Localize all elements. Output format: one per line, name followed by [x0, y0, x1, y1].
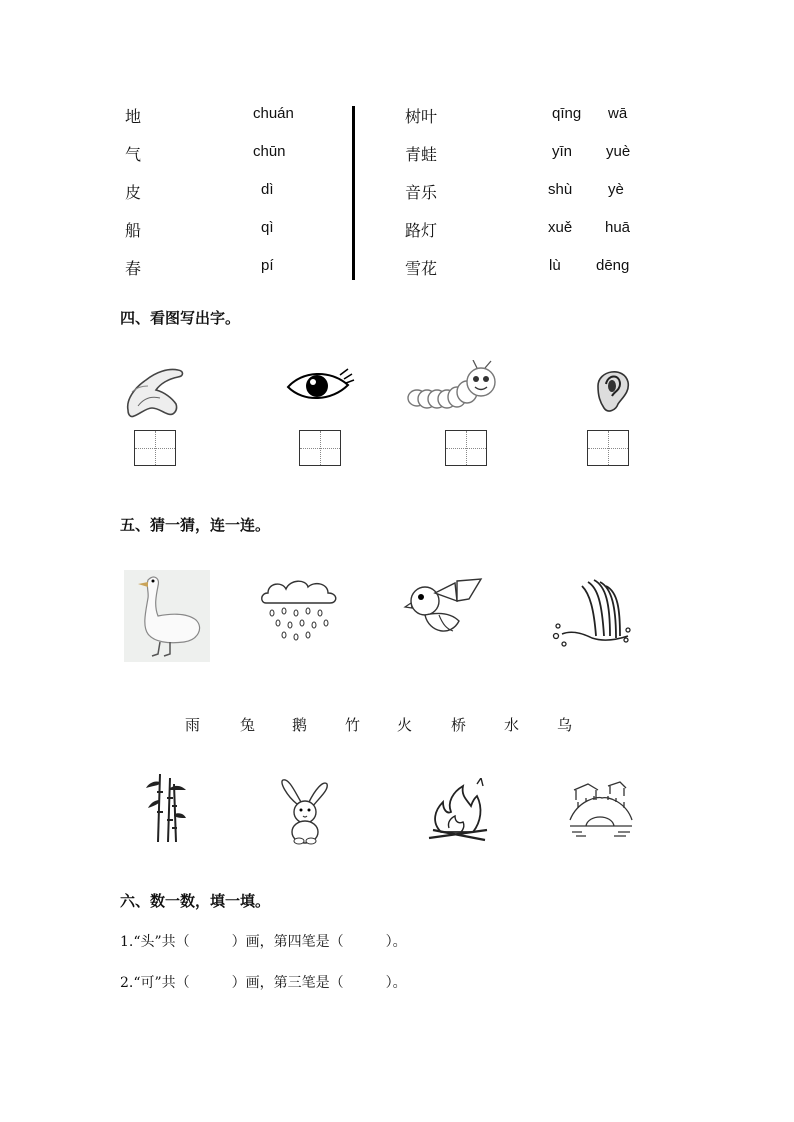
- goose-picture: [124, 570, 210, 662]
- writing-box[interactable]: [134, 430, 176, 466]
- match-pinyin[interactable]: shù: [548, 181, 573, 198]
- bird-picture: [403, 575, 487, 641]
- match-pinyin[interactable]: wā: [608, 105, 628, 122]
- bridge-picture: [568, 780, 634, 840]
- option-char[interactable]: 竹: [345, 716, 361, 734]
- fire-picture: [425, 778, 491, 842]
- match-char[interactable]: 地: [125, 107, 142, 126]
- match-pinyin[interactable]: yīn: [552, 143, 573, 160]
- match-char[interactable]: 春: [125, 259, 142, 278]
- match-word[interactable]: 青蛙: [405, 145, 438, 164]
- match-word[interactable]: 路灯: [405, 221, 438, 240]
- option-char[interactable]: 鹅: [292, 716, 308, 734]
- eye-picture: [284, 365, 356, 407]
- match-pinyin[interactable]: dēng: [596, 257, 630, 274]
- match-pinyin[interactable]: chuán: [253, 105, 294, 122]
- caterpillar-picture: [405, 360, 503, 412]
- bamboo-picture: [144, 770, 188, 844]
- match-pinyin[interactable]: lù: [549, 257, 561, 274]
- section-4-title: 四、看图写出字。: [120, 309, 241, 327]
- match-pinyin[interactable]: qīng: [552, 105, 582, 122]
- writing-box[interactable]: [299, 430, 341, 466]
- rain-cloud-picture: [258, 575, 340, 641]
- match-word[interactable]: 树叶: [405, 107, 438, 126]
- match-word[interactable]: 音乐: [405, 183, 438, 202]
- match-pinyin[interactable]: huā: [605, 219, 631, 236]
- option-char[interactable]: 乌: [557, 716, 573, 734]
- section-5-title: 五、猜一猜，连一连。: [120, 516, 271, 534]
- rabbit-picture: [277, 776, 331, 846]
- option-char[interactable]: 火: [397, 716, 413, 734]
- divider-line: [352, 106, 355, 280]
- match-pinyin[interactable]: yè: [608, 181, 624, 198]
- section-6-title: 六、数一数，填一填。: [120, 892, 271, 910]
- waterfall-picture: [548, 578, 636, 654]
- option-char[interactable]: 水: [504, 716, 520, 734]
- match-pinyin[interactable]: dì: [261, 181, 274, 198]
- match-pinyin[interactable]: xuě: [548, 219, 573, 236]
- match-pinyin[interactable]: chūn: [253, 143, 286, 160]
- match-word[interactable]: 雪花: [405, 259, 438, 278]
- match-char[interactable]: 气: [125, 145, 142, 164]
- option-char[interactable]: 兔: [240, 716, 256, 734]
- match-char[interactable]: 皮: [125, 183, 142, 202]
- writing-box[interactable]: [587, 430, 629, 466]
- hand-picture: [120, 362, 192, 424]
- match-pinyin[interactable]: qì: [261, 219, 274, 236]
- fill-in-question[interactable]: 2.“可”共（ ）画，第三笔是（ ）。: [120, 975, 407, 991]
- option-char[interactable]: 桥: [451, 716, 467, 734]
- ear-picture: [590, 360, 634, 416]
- match-pinyin[interactable]: yuè: [606, 143, 631, 160]
- writing-box[interactable]: [445, 430, 487, 466]
- match-pinyin[interactable]: pí: [261, 257, 274, 274]
- match-char[interactable]: 船: [125, 221, 142, 240]
- option-char[interactable]: 雨: [185, 716, 201, 734]
- fill-in-question[interactable]: 1.“头”共（ ）画，第四笔是（ ）。: [120, 934, 407, 950]
